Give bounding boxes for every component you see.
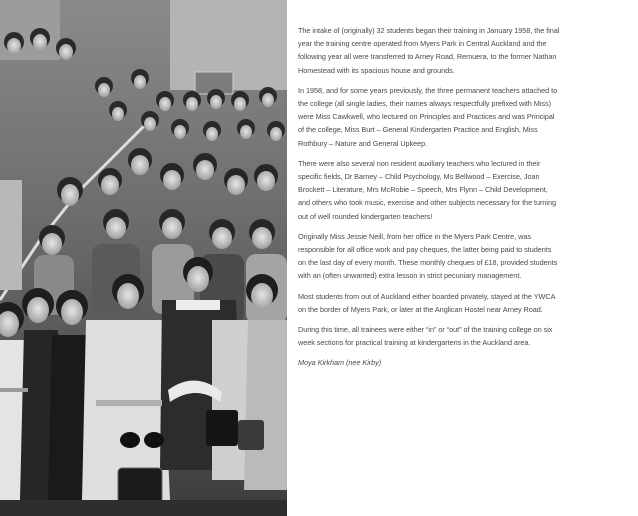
paragraph: Most students from out of Auckland either boarded privately, stayed at the YWCA on the border of Myers Park, or later at the Anglican Hostel near Arney Road. (298, 291, 555, 314)
paragraph: The intake of (originally) 32 students began their training in January 1958, the final year the training centre operated from Myers Park in Central Auckland and the following year all were transferred to Arney Road, Remuera, to the former Nathan Homestead with its spacious house and grounds. (298, 26, 560, 75)
group-photo-image (0, 0, 287, 516)
paragraph: In 1958, and for some years previously, the three permanent teachers attached to the college (all single ladies, their names always respectfully prefixed with Miss) were Miss Cawkwell, who lectured on Principles and Practices and was Principal of the college, Miss Burt – General Kindergarten Practice and English, Miss Rothbury – Nature and General Upkeep. (298, 85, 558, 148)
paragraph: During this time, all trainees were either “in” or “out” of the training college on six week sections for practical training at kindergartens in the Auckland area. (298, 325, 553, 348)
author-signature: Moya Kirkham (nee Kirby) (298, 358, 382, 368)
article-text (298, 24, 560, 377)
paragraph: Originally Miss Jessie Neill, from her office in the Myers Park Centre, was responsible for all office work and pay cheques, the latter being paid to students on the last day of every month. These monthly cheques of £18, provided students with an (often unwanted) extra lesson in strict pecuniary management. (298, 231, 558, 281)
paragraph: There were also several non resident auxiliary teachers who lectured in their specific fields, Dr Barney – Child Psychology, Ms Bellwood – Exercise, Joan Brockett – Literature, Mrs McRobie – Speech, Mrs Flynn – Child Development, and others who took music, exercise and other subjects necessary for the turning out of well rounded kindergarten teachers! (298, 158, 557, 221)
group-photo (0, 0, 287, 516)
